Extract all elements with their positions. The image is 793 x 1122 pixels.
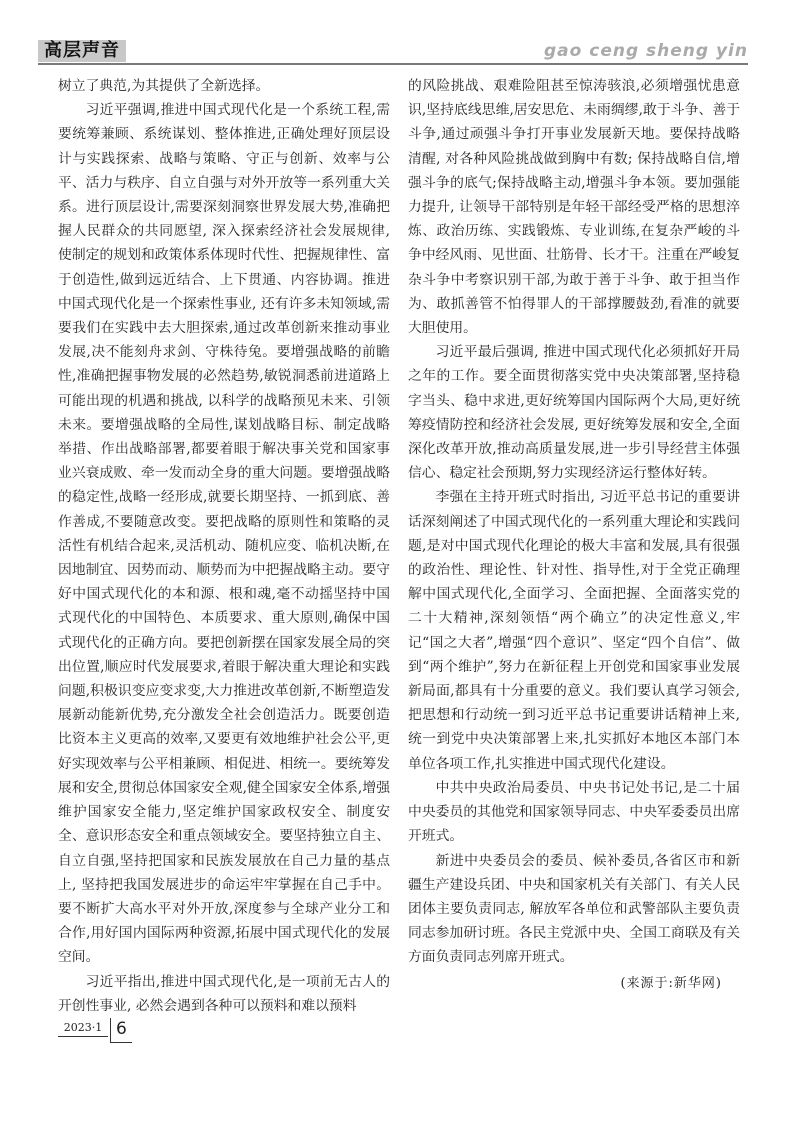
paragraph: 的风险挑战、艰难险阻甚至惊涛骇浪,必须增强忧患意识,坚持底线思维,居安思危、未雨绸缪,敢于斗争、善于斗争,通过顽强斗争打开事业发展新天地。要保持战略清醒, 对各种风险挑战做到胸中有数; 保持战略自信,增强斗争的底气;保持战略主动,增强斗争本领。要加强能力提升, 让领导干部特别是年轻干部经受严格的思想淬炼、政治历练、实践锻炼、专业训练,在复杂严峻的斗争中经风雨、见世面、壮筋骨、长才干。注重在严峻复杂斗争中考察识别干部,为敢于善于斗争、敢于担当作为、敢抓善管不怕得罪人的干部撑腰鼓劲,看准的就要大胆使用。	[408, 78, 740, 337]
paragraph: 李强在主持开班式时指出, 习近平总书记的重要讲话深刻阐述了中国式现代化的一系列重大理论和实践问题,是对中国式现代化理论的极大丰富和发展,具有很强的政治性、理论性、针对性、指导性,对于全党正确理解中国式现代化,全面学习、全面把握、全面落实党的二十大精神,深刻领悟“两个确立”的决定性意义,牢记“国之大者”,增强“四个意识”、坚定“四个自信”、做到“两个维护”,努力在新征程上开创党和国家事业发展新局面,都具有十分重要的意义。我们要认真学习领会, 把思想和行动统一到习近平总书记重要讲话精神上来,统一到党中央决策部署上来,扎实抓好本地区本部门本单位各项工作,扎实推进中国式现代化建设。	[408, 489, 740, 772]
paragraph: 中共中央政治局委员、中央书记处书记,是二十届中央委员的其他党和国家领导同志、中央军委委员出席开班式。	[408, 779, 740, 845]
article-source: (来源于:新华网)	[620, 975, 722, 991]
left-column	[58, 74, 390, 1018]
footer-divider	[110, 1018, 111, 1042]
page-header	[38, 40, 748, 64]
issue-label: 2023·1	[58, 1020, 108, 1037]
page-number: 6	[116, 1019, 127, 1039]
section-pinyin: gao ceng sheng yin	[544, 41, 748, 61]
page-footer	[58, 1018, 138, 1048]
header-rule	[38, 63, 748, 65]
paragraph: 习近平最后强调, 推进中国式现代化必须抓好开局之年的工作。要全面贯彻落实党中央决策部署,坚持稳字当头、稳中求进,更好统筹国内国际两个大局,更好统筹疫情防控和经济社会发展, 更好统筹发展和安全,全面深化改革开放,推动高质量发展,进一步引导经营主体强信心、稳定社会预期,努力实现经济运行整体好转。	[408, 344, 740, 482]
paragraph: 习近平指出,推进中国式现代化,是一项前无古人的开创性事业, 必然会遇到各种可以预料和难以预料	[58, 973, 390, 1014]
footer-underline	[110, 1042, 132, 1043]
paragraph: 习近平强调,推进中国式现代化是一个系统工程,需要统筹兼顾、系统谋划、整体推进,正确处理好顶层设计与实践探索、战略与策略、守正与创新、效率与公平、活力与秩序、自立自强与对外开放等一系列重大关系。进行顶层设计,需要深刻洞察世界发展大势,准确把握人民群众的共同愿望, 深入探索经济社会发展规律, 使制定的规划和政策体系体现时代性、把握规律性、富于创造性,做到远近结合、上下贯通、内容协调。推进中国式现代化是一个探索性事业, 还有许多未知领域,需要我们在实践中去大胆探索,通过改革创新来推动事业发展,决不能刻舟求剑、守株待兔。要增强战略的前瞻性,准确把握事物发展的必然趋势,敏锐洞悉前进道路上可能出现的机遇和挑战, 以科学的战略预见未来、引领未来。要增强战略的全局性,谋划战略目标、制定战略举措、作出战略部署,都要着眼于解决事关党和国家事业兴衰成败、牵一发而动全身的重大问题。要增强战略的稳定性,战略一经形成,就要长期坚持、一抓到底、善作善成,不要随意改变。要把战略的原则性和策略的灵活性有机结合起来,灵活机动、随机应变、临机决断,在因地制宜、因势而动、顺势而为中把握战略主动。要守好中国式现代化的本和源、根和魂,毫不动摇坚持中国式现代化的中国特色、本质要求、重大原则,确保中国式现代化的正确方向。要把创新摆在国家发展全局的突出位置,顺应时代发展要求,着眼于解决重大理论和实践问题,积极识变应变求变,大力推进改革创新,不断塑造发展新动能新优势,充分激发全社会创造活力。既要创造比资本主义更高的效率,又要更有效地维护社会公平,更好实现效率与公平相兼顾、相促进、相统一。要统筹发展和安全,贯彻总体国家安全观,健全国家安全体系,增强维护国家安全能力,坚定维护国家政权安全、制度安全、意识形态安全和重点领域安全。要坚持独立自主、自立自强,坚持把国家和民族发展放在自己力量的基点上, 坚持把我国发展进步的命运牢牢掌握在自己手中。要不断扩大高水平对外开放,深度参与全球产业分工和合作,用好国内国际两种资源,拓展中国式现代化的发展空间。	[58, 102, 390, 966]
paragraph: 新进中央委员会的委员、候补委员,各省区市和新疆生产建设兵团、中央和国家机关有关部门、有关人民团体主要负责同志, 解放军各单位和武警部队主要负责同志参加研讨班。各民主党派中央、全国工商联及有关方面负责同志列席开班式。	[408, 852, 740, 966]
right-column	[408, 74, 740, 996]
section-title: 高层声音	[38, 40, 126, 62]
paragraph: 树立了典范,为其提供了全新选择。	[58, 78, 270, 94]
